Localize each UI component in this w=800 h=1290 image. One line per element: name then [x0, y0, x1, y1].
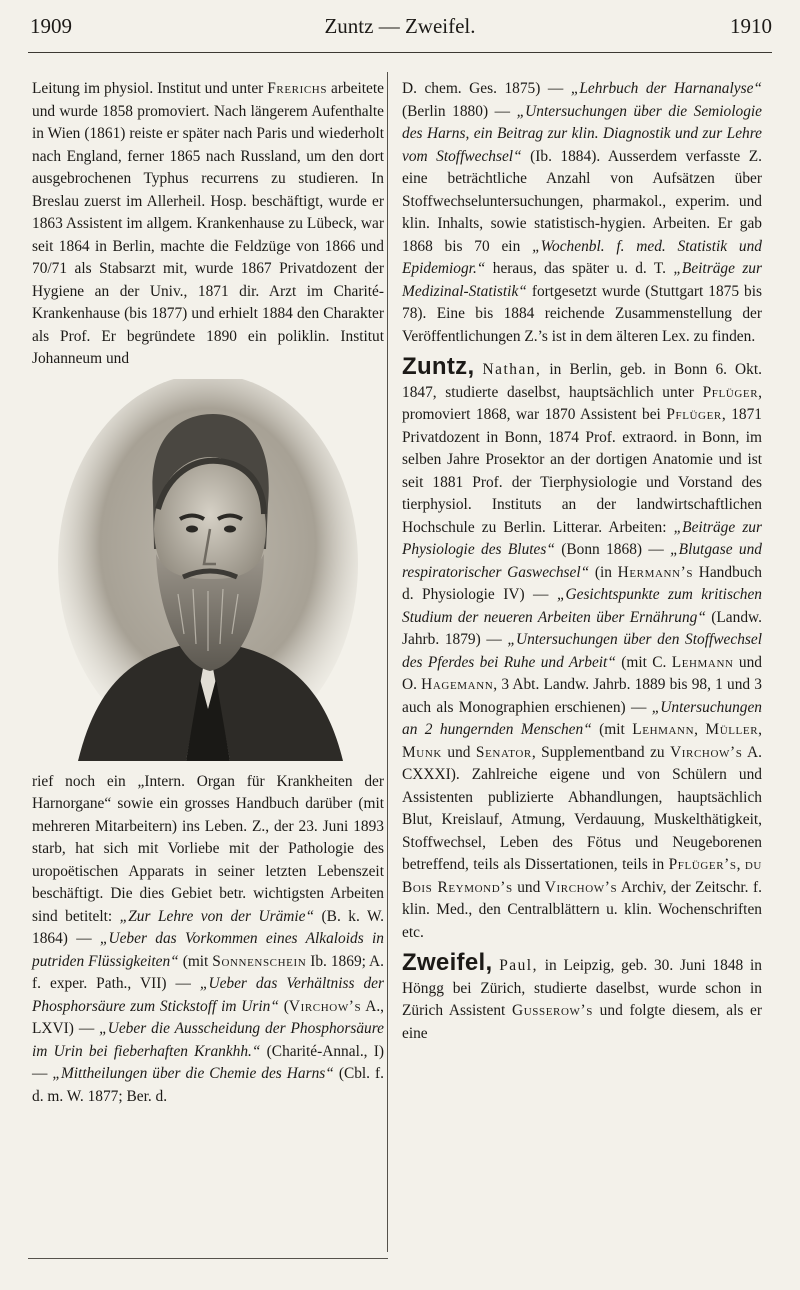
entry-first-name: Paul,: [499, 957, 538, 974]
frerichs-entry-continuation: Leitung im physiol. Institut und unter Frerichs arbeitete und wurde 1858 promoviert. Nach längerem Aufenthalte in Wien (1861) reiste er später nach Paris und wiederholt nach England, ferner 1865 nach Russland, um den dort ausgebrochenen Typhus recurrens zu studieren. In Breslau zuerst im Allerheil. Hosp. beschäftigt, wurde er 1863 Assistent im allgem. Krankenhause zu Lübeck, war seit 1864 in Berlin, machte die Feldzüge von 1866 und 70/71 als Stabsarzt mit, wurde 1867 Privatdozent der Hygiene an der Univ., 1871 dir. Arzt im Charité-Krankenhause (bis 1877) und erhielt 1884 den Charakter als Prof. Er begründete 1890 ein poliklin. Institut Johanneum und: [32, 80, 384, 367]
person-name: Virchow’s: [288, 997, 362, 1015]
zuelzer-entry-continuation: rief noch ein „Intern. Organ für Krankheiten der Harnorgane“ sowie ein grosses Handbuch darüber (mit mehreren Mitarbeitern) ins Leben. Z., der 23. Juni 1893 starb, hat sich mit Vorliebe mit der Pathologie des uropoëtischen Apparats in seiner letzten Lebenszeit beschäftigt. Die dies Gebiet betr. wichtigsten Arbeiten sind betitelt: „Zur Lehre von der Urämie“ (B. k. W. 1864) — „Ueber das Vorkommen eines Alkaloids in putriden Flüssigkeiten“ (mit Sonnenschein Ib. 1869; A. f. exper. Path., VII) — „Ueber das Verhältniss der Phosphorsäure zum Stickstoff im Urin“ (Virchow’s A., LXVI) — „Ueber die Ausscheidung der Phosphorsäure im Urin bei fieberhaften Krankhh.“ (Charité-Annal., I) — „Mittheilungen über die Chemie des Harns“ (Cbl. f. d. m. W. 1877; Ber. d.: [32, 772, 385, 1105]
work-title: „Ueber das Verhältniss der Phosphorsäure zum Stickstoff im Urin“: [32, 975, 384, 1015]
page-header: [0, 0, 800, 60]
person-name: Sonnenschein: [212, 952, 307, 970]
left-column: [32, 78, 384, 1108]
running-title: Zuntz — Zweifel.: [324, 14, 476, 38]
zuntz-entry: Zuntz, Nathan, in Berlin, geb. in Bonn 6. Okt. 1847, studierte daselbst, hauptsächlich unter Pflüger, promoviert 1868, war 1870 Assistent bei Pflüger, 1871 Privatdozent in Bonn, 1874 Prof. extraord. in Bonn, im selben Jahre Prosektor an der dortigen Anatomie und ist seit 1881 Prof. der Tierphysiologie und Vorstand des tierphysiol. Instituts an der landwirtschaftlichen Hochschule zu Berlin. Litterar. Arbeiten: „Beiträge zur Physiologie des Blutes“ (Bonn 1868) — „Blutgase und respiratorischer Gaswechsel“ (in Hermann’s Handbuch d. Physiologie IV) — „Gesichtspunkte zum kritischen Studium der neueren Arbeiten über Ernährung“ (Landw. Jahrb. 1879) — „Untersuchungen über den Stoffwechsel des Pferdes bei Ruhe und Arbeit“ (mit C. Lehmann und O. Hagemann, 3 Abt. Landw. Jahrb. 1889 bis 98, 1 und 3 auch als Monographien erschienen) — „Untersuchungen an 2 hungernden Menschen“ (mit Lehmann, Müller, Munk und Senator, Supplementband zu Virchow’s A. CXXXI). Zahlreiche eigene und von Schülern und Assistenten publizierte Abhandlungen, hauptsächlich Blut, Kreislauf, Atmung, Verdauung, Muskelthätigkeit, Stoffwechsel, Leben des Fötus und Neugeborenen betreffend, teils als Dissertationen, teils in Pflüger’s, du Bois Reymond’s und Virchow’s Archiv, der Zeitschr. f. klin. Med., den Centralblättern u. klin. Wochenschriften etc.: [402, 353, 763, 941]
entry-first-name: Nathan,: [482, 361, 542, 378]
work-title: „Beiträge zur Medizinal-Statistik“: [402, 260, 762, 300]
page-number-left: 1909: [30, 14, 72, 38]
footer-rule: [28, 1258, 388, 1259]
zweifel-entry: Zweifel, Paul, in Leipzig, geb. 30. Juni 1848 in Höngg bei Zürich, studierte daselbst, wurde schon in Zürich Assistent Gusserow’s und folgte diesem, als er eine: [402, 949, 763, 1042]
entry-headword: Zuntz,: [402, 353, 475, 380]
work-title: „Mittheilungen über die Chemie des Harns“: [52, 1065, 334, 1082]
column-divider: [387, 72, 388, 1252]
person-name: Frerichs: [267, 80, 328, 97]
work-title: „Ueber das Vorkommen eines Alkaloids in putriden Flüssigkeiten“: [32, 930, 384, 970]
right-column: [402, 78, 762, 1045]
work-title: „Ueber die Ausscheidung der Phosphorsäure im Urin bei fieberhaften Krankhh.“: [32, 1020, 384, 1060]
work-title: „Lehrbuch der Harnanalyse“: [570, 80, 762, 97]
work-title: „Wochenbl. f. med. Statistik und Epidemiogr.“: [402, 237, 763, 277]
page-number-right: 1910: [730, 14, 772, 38]
portrait-image: [58, 379, 358, 761]
entry-headword: Zweifel,: [402, 949, 493, 976]
work-title: „Zur Lehre von der Urämie“: [119, 907, 315, 925]
zuelzer-entry-end: D. chem. Ges. 1875) — „Lehrbuch der Harnanalyse“ (Berlin 1880) — „Untersuchungen über die Semiologie des Harns, ein Beitrag zur klin. Diagnostik und zur Lehre vom Stoffwechsel“ (Ib. 1884). Ausserdem verfasste Z. eine beträchtliche Anzahl von Aufsätzen über Stoffwechseluntersuchungen, pharmakol., experim. und klin. Inhalts, sowie statistisch-hygien. Arbeiten. Er gab 1868 bis 70 ein „Wochenbl. f. med. Statistik und Epidemiogr.“ heraus, das später u. d. T. „Beiträge zur Medizinal-Statistik“ fortgesetzt wurde (Stuttgart 1875 bis 78). Eine bis 1884 reichende Zusammenstellung der Veröffentlichungen Z.’s ist in dem älteren Lex. zu finden.: [402, 80, 763, 345]
work-title: „Untersuchungen über die Semiologie des Harns, ein Beitrag zur klin. Diagnostik und zur Lehre vom Stoffwechsel“: [402, 102, 763, 165]
header-rule: [28, 52, 772, 53]
